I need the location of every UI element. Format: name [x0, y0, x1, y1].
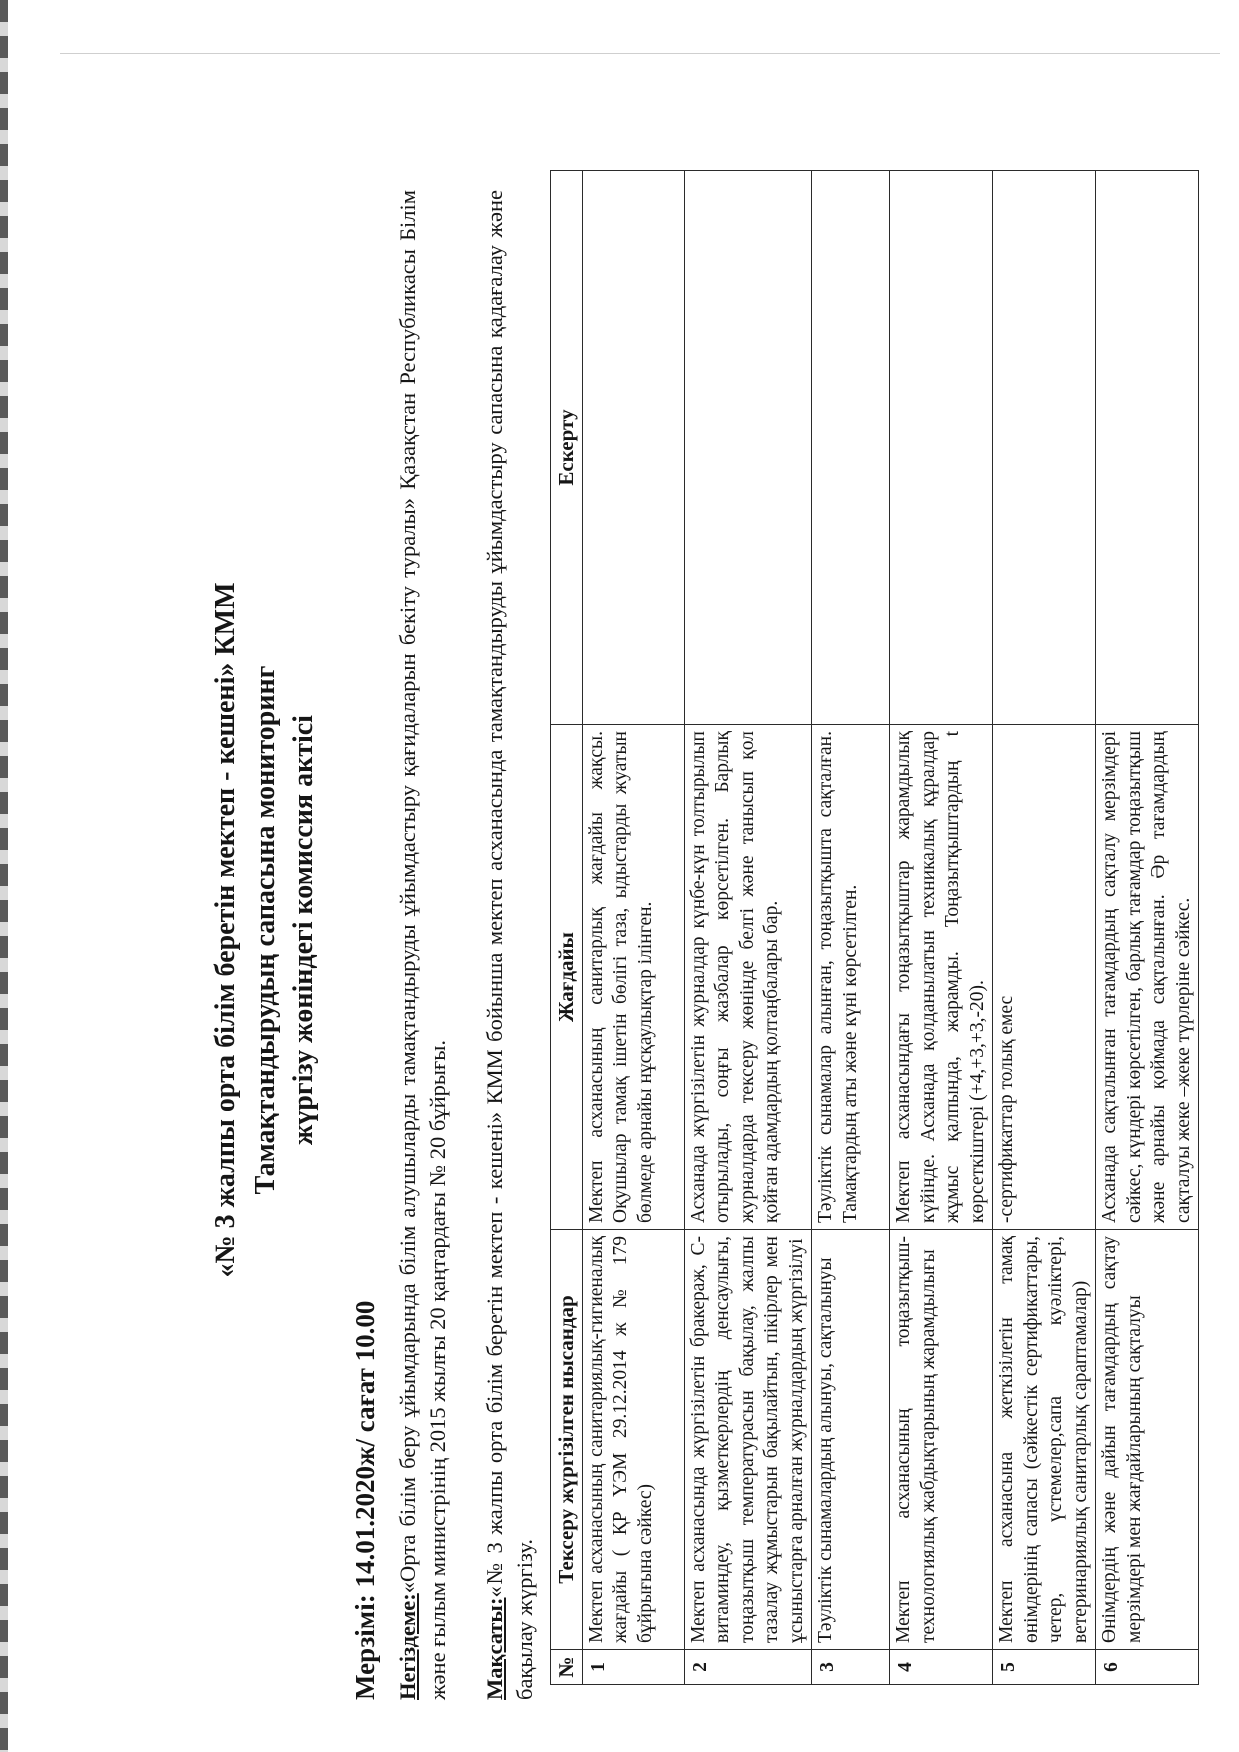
header-condition: Жағдайы	[551, 725, 583, 1230]
row-condition: -сертификаттар толық емес	[993, 725, 1096, 1230]
basis-label: Негіздеме:	[395, 1593, 420, 1700]
row-note	[1096, 171, 1199, 725]
row-condition: Асханада жүргізілетін журналдар күнбе-күн толтырылып отырылады, соңғы жазбалар көрсетілген. Барлық журналдарда тексеру жөнінде белгі және танысып қол қойған адамдардың қолтаңбалары бар.	[684, 725, 812, 1230]
row-object: Мектеп асханасының тоңазытқыш- технологиялық жабдықтарының жарамдылығы	[890, 1230, 993, 1650]
row-object: Мектеп асханасына жеткізілетін тамақ өнімдерінің сапасы (сәйкестік сертификаттары, четер, үстемелер,сапа куәліктері, ветеринариялық санитарлық сараптамалар)	[993, 1230, 1096, 1650]
row-num: 5	[993, 1650, 1096, 1685]
row-object: Мектеп асханасының санитариялық-гигиеналық жағдайы ( ҚР ҮЭМ 29.12.2014 ж № 179 бұйрығына сәйкес)	[582, 1230, 684, 1650]
doc-title-line-2: Тамақтандырудың сапасына мониторинг	[250, 665, 281, 1195]
row-num: 6	[1096, 1650, 1199, 1685]
row-condition: Асханада сақталынған тағамдардың сақталу мерзімдері сәйкес, күндері көрсетілген, барлық тағамдар тоңазытқыш және арнайы қоймада сақталынған. Әр тағамдардың сақталуы жеке –жеке түрлеріне сәйкес.	[1096, 725, 1199, 1230]
doc-title-line-1: «№ 3 жалпы орта білім беретін мектеп - кешені» КММ	[210, 582, 241, 1278]
row-object: Тәуліктік сынамалардың алынуы, сақталынуы	[812, 1230, 890, 1650]
goal-label: Мақсаты:	[482, 1597, 507, 1700]
row-num: 1	[582, 1650, 684, 1685]
table-row	[1096, 171, 1199, 1685]
table-row	[890, 171, 993, 1685]
row-object: Өнімдердің және дайын тағамдардың сақтау мерзімдері мен жағдайларының сақталуы	[1096, 1230, 1199, 1650]
row-object: Мектеп асханасында жүргізілетін бракераж, С-витаминдеу, қызметкерлердің денсаулығы, тоңазытқыш температурасын бақылау, жалпы тазалау жұмыстарын бақылайтын, пікірлер мен ұсыныстарға арналған журналдардың жүргізілуі	[684, 1230, 812, 1650]
row-num: 3	[812, 1650, 890, 1685]
scan-edge-binding	[0, 0, 8, 1752]
row-note	[993, 171, 1096, 725]
header-num: №	[551, 1650, 583, 1685]
table-row	[993, 171, 1096, 1685]
header-note: Ескерту	[551, 171, 583, 725]
row-num: 2	[684, 1650, 812, 1685]
row-condition: Мектеп асханасының санитарлық жағдайы жақсы. Оқушылар тамақ ішетін бөлігі таза, ыдыстарды жуатын бөлмеде арнайы нұсқаулықтар ілінген.	[582, 725, 684, 1230]
goal-paragraph	[480, 190, 540, 1700]
row-note	[890, 171, 993, 725]
row-note	[684, 171, 812, 725]
goal-text: «№ 3 жалпы орта білім беретін мектеп - кешені» КММ бойынша мектеп асханасында тамақтандыруды ұйымдастыру сапасына қадағалау және бақылау жүргізу.	[482, 190, 537, 1700]
doc-title-line-3: жүргізу жөніндегі комиссия актісі	[288, 715, 319, 1145]
basis-paragraph	[393, 190, 453, 1700]
table-row	[582, 171, 684, 1685]
row-note	[582, 171, 684, 725]
row-note	[812, 171, 890, 725]
basis-text: «Орта білім беру ұйымдарында білім алушыларды тамақтандыруды ұйымдастыру қағидаларын бекіту туралы» Қазақстан Республикасы Білім және ғылым министрінің 2015 жылғы 20 қаңтардағы № 20 бұйрығы.	[395, 190, 450, 1700]
doc-date: Мерзімі: 14.01.2020ж/ сағат 10.00	[350, 1300, 380, 1700]
row-condition: Тәуліктік сынамалар алынған, тоңазытқышта сақталған. Тамақтардың аты және күні көрсетілген.	[812, 725, 890, 1230]
table-row	[684, 171, 812, 1685]
header-object: Тексеру жүргізілген нысандар	[551, 1230, 583, 1650]
table-row	[812, 171, 890, 1685]
row-num: 4	[890, 1650, 993, 1685]
inspection-table	[550, 170, 1199, 1685]
scan-top-rule	[60, 53, 1220, 54]
table-header-row	[551, 171, 583, 1685]
row-condition: Мектеп асханасындағы тоңазытқыштар жарамдылық күйінде. Асханада қолданылатын техникалық құралдар жұмыс қалпында, жарамды. Тоңазытқыштардың t көрсеткіштері (+4,+3,+3,-20).	[890, 725, 993, 1230]
document-page	[175, 160, 1194, 1700]
